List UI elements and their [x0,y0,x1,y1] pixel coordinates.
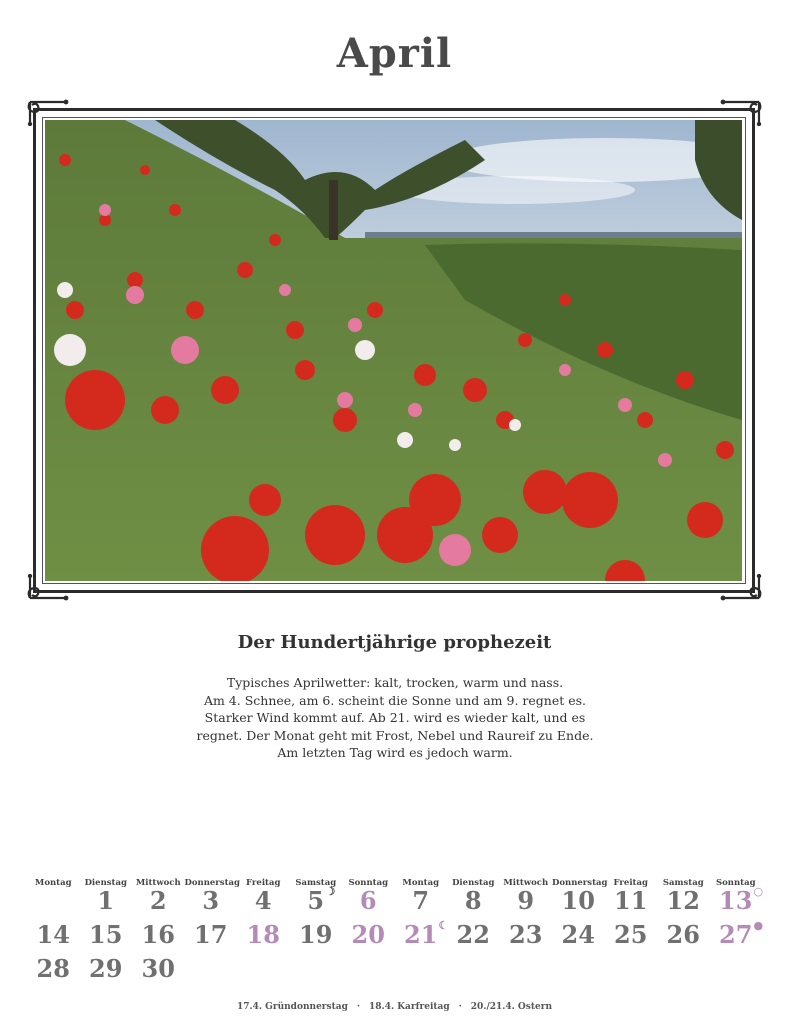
day-24 [552,922,605,948]
day-number: 19 [299,920,333,949]
empty-day [185,956,238,982]
note-separator: · [458,1002,462,1012]
day-number: 13 [719,886,753,915]
day-27 [710,919,764,949]
day-number: 8 [464,886,482,915]
prophecy-line: Starker Wind kommt auf. Ab 21. wird es wieder kalt, und es [204,710,586,725]
day-number: 2 [149,886,167,915]
day-19 [290,922,343,948]
weekday-label: Samstag [295,878,337,888]
day-14 [27,922,80,948]
calendar-grid [22,885,767,983]
day-number: 29 [89,954,123,983]
weekday-label: Dienstag [452,878,495,888]
calendar-week-row [27,956,767,982]
empty-day [447,956,500,982]
day-number: 30 [141,954,175,983]
day-4 [237,888,290,914]
month-calendar [22,878,767,982]
day-number: 1 [97,886,115,915]
weekday-label: Freitag [613,878,648,888]
day-25 [605,922,658,948]
day-9 [500,888,553,914]
day-number: 16 [141,920,175,949]
empty-day [710,956,763,982]
empty-day [657,956,710,982]
weekday-label: Donnerstag [184,878,240,888]
day-number: 23 [509,920,543,949]
weekday-label: Sonntag [348,878,389,888]
day-2 [132,888,185,914]
day-number: 25 [614,920,648,949]
weekday-label: Dienstag [84,878,127,888]
moon-phase-icon: ○ [753,885,764,898]
day-number: 15 [89,920,123,949]
prophecy-text [160,674,630,762]
day-1 [80,888,133,914]
weekday-label: Samstag [662,878,704,888]
prophecy-line: Am letzten Tag wird es jedoch warm. [277,745,513,760]
weekday-label: Montag [402,878,440,888]
weekday-label: Sonntag [715,878,756,888]
day-13 [710,885,764,915]
prophecy-line: Typisches Aprilwetter: kalt, trocken, warm und nass. [226,675,564,690]
day-10 [552,888,605,914]
empty-day [342,956,395,982]
empty-day [552,956,605,982]
calendar-week-row [27,885,767,915]
day-number: 6 [359,886,377,915]
day-number: 3 [202,886,220,915]
day-11 [605,888,658,914]
empty-day [500,956,553,982]
day-28 [27,956,80,982]
day-number: 10 [561,886,595,915]
day-16 [132,922,185,948]
holiday-note: 20./21.4. Ostern [470,1002,553,1012]
weekday-label: Mittwoch [135,878,181,888]
prophecy-line: Am 4. Schnee, am 6. scheint die Sonne und am 9. regnet es. [203,692,587,708]
day-30 [132,956,185,982]
holiday-note: 18.4. Karfreitag [369,1002,450,1012]
day-number: 4 [254,886,272,915]
empty-day [605,956,658,982]
day-number: 26 [666,920,700,949]
day-22 [447,922,500,948]
note-separator: · [356,1002,361,1012]
day-23 [500,922,553,948]
day-number: 22 [456,920,490,949]
day-3 [185,888,238,914]
day-20 [342,922,395,948]
day-number: 21 [404,920,438,949]
empty-day [290,956,343,982]
day-number: 11 [614,886,648,915]
day-12 [657,888,710,914]
day-number: 9 [517,886,535,915]
day-5 [290,885,343,915]
day-21 [395,919,449,949]
weekday-label: Montag [34,878,72,888]
day-number: 7 [412,886,430,915]
day-number: 24 [561,920,595,949]
day-number: 12 [666,886,700,915]
day-number: 18 [246,920,280,949]
day-7 [395,888,448,914]
day-26 [657,922,710,948]
weekday-label: Donnerstag [552,878,608,888]
moon-phase-icon: ☾ [438,919,449,932]
month-title: April [336,30,453,77]
moon-phase-icon: ☽ [325,885,336,898]
day-29 [80,956,133,982]
empty-day [395,956,448,982]
day-number: 14 [36,920,70,949]
day-number: 20 [351,920,385,949]
prophecy-heading: Der Hundertjährige prophezeit [237,632,552,653]
day-8 [447,888,500,914]
day-18 [237,922,290,948]
empty-day [237,956,290,982]
poppy-field-photo [45,120,742,581]
day-number: 5 [307,886,325,915]
day-15 [80,922,133,948]
holiday-note: 17.4. Gründonnerstag [236,1002,348,1012]
prophecy-line: regnet. Der Monat geht mit Frost, Nebel und Raureif zu Ende. [196,727,594,743]
day-number: 28 [36,954,70,983]
day-number: 27 [719,920,753,949]
empty-day [27,888,80,914]
moon-phase-icon: ● [753,919,764,932]
weekday-header [27,878,767,888]
day-number: 17 [194,920,228,949]
holiday-notes [0,1002,789,1012]
weekday-label: Mittwoch [503,878,549,888]
day-6 [342,888,395,914]
weekday-label: Freitag [246,878,281,888]
day-17 [185,922,238,948]
calendar-week-row [27,919,767,949]
